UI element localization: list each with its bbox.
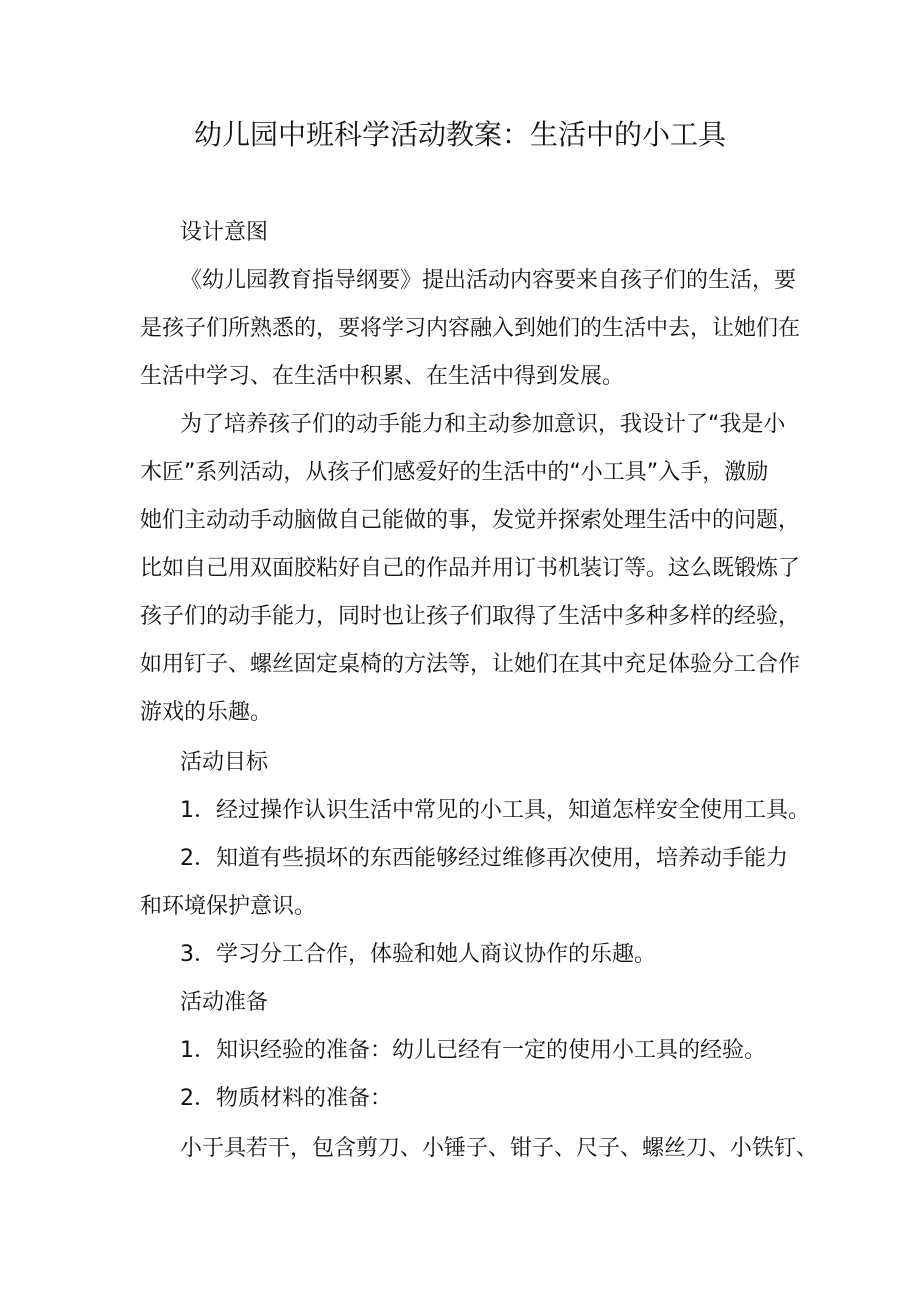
- paragraph-line: 她们主动动手动脑做自己能做的事，发觉并探索处理生活中的问题，: [140, 508, 801, 533]
- paragraph-line: 孩子们的动手能力，同时也让孩子们取得了生活中多种多样的经验，: [140, 604, 801, 629]
- paragraph-line: 生活中学习、在生活中积累、在生活中得到发展。: [140, 364, 625, 389]
- paragraph-line: 3．学习分工合作，体验和她人商议协作的乐趣。: [180, 942, 656, 967]
- paragraph-line: 2．知道有些损坏的东西能够经过维修再次使用，培养动手能力: [180, 846, 788, 871]
- paragraph-line: 活动准备: [180, 990, 269, 1015]
- paragraph-line: 为了培养孩子们的动手能力和主动参加意识，我设计了“我是小: [180, 412, 786, 437]
- paragraph-line: 1．经过操作认识生活中常见的小工具，知道怎样安全使用工具。: [180, 798, 810, 823]
- paragraph-line: 小于具若干，包含剪刀、小锤子、钳子、尺子、螺丝刀、小铁钉、: [180, 1136, 819, 1161]
- paragraph-line: 2．物质材料的准备：: [180, 1086, 392, 1111]
- paragraph-line: 和环境保护意识。: [140, 894, 317, 919]
- paragraph-line: 是孩子们所熟悉的，要将学习内容融入到她们的生活中去，让她们在: [140, 316, 801, 341]
- paragraph-line: 游戏的乐趣。: [140, 700, 273, 725]
- paragraph-line: 如用钉子、螺丝固定桌椅的方法等，让她们在其中充足体验分工合作: [140, 652, 801, 677]
- paragraph-line: 活动目标: [180, 750, 269, 775]
- paragraph-line: 比如自己用双面胶粘好自己的作品并用订书机装订等。这么既锻炼了: [140, 556, 801, 581]
- paragraph-line: 设计意图: [180, 220, 269, 245]
- paragraph-line: 木匠”系列活动，从孩子们感爱好的生活中的“小工具”入手，激励: [140, 460, 769, 485]
- paragraph-line: 1．知识经验的准备：幼儿已经有一定的使用小工具的经验。: [180, 1038, 766, 1063]
- document-title: 幼儿园中班科学活动教案：生活中的小工具: [193, 118, 726, 151]
- paragraph-line: 《幼儿园教育指导纲要》提出活动内容要来自孩子们的生活，要: [180, 268, 797, 293]
